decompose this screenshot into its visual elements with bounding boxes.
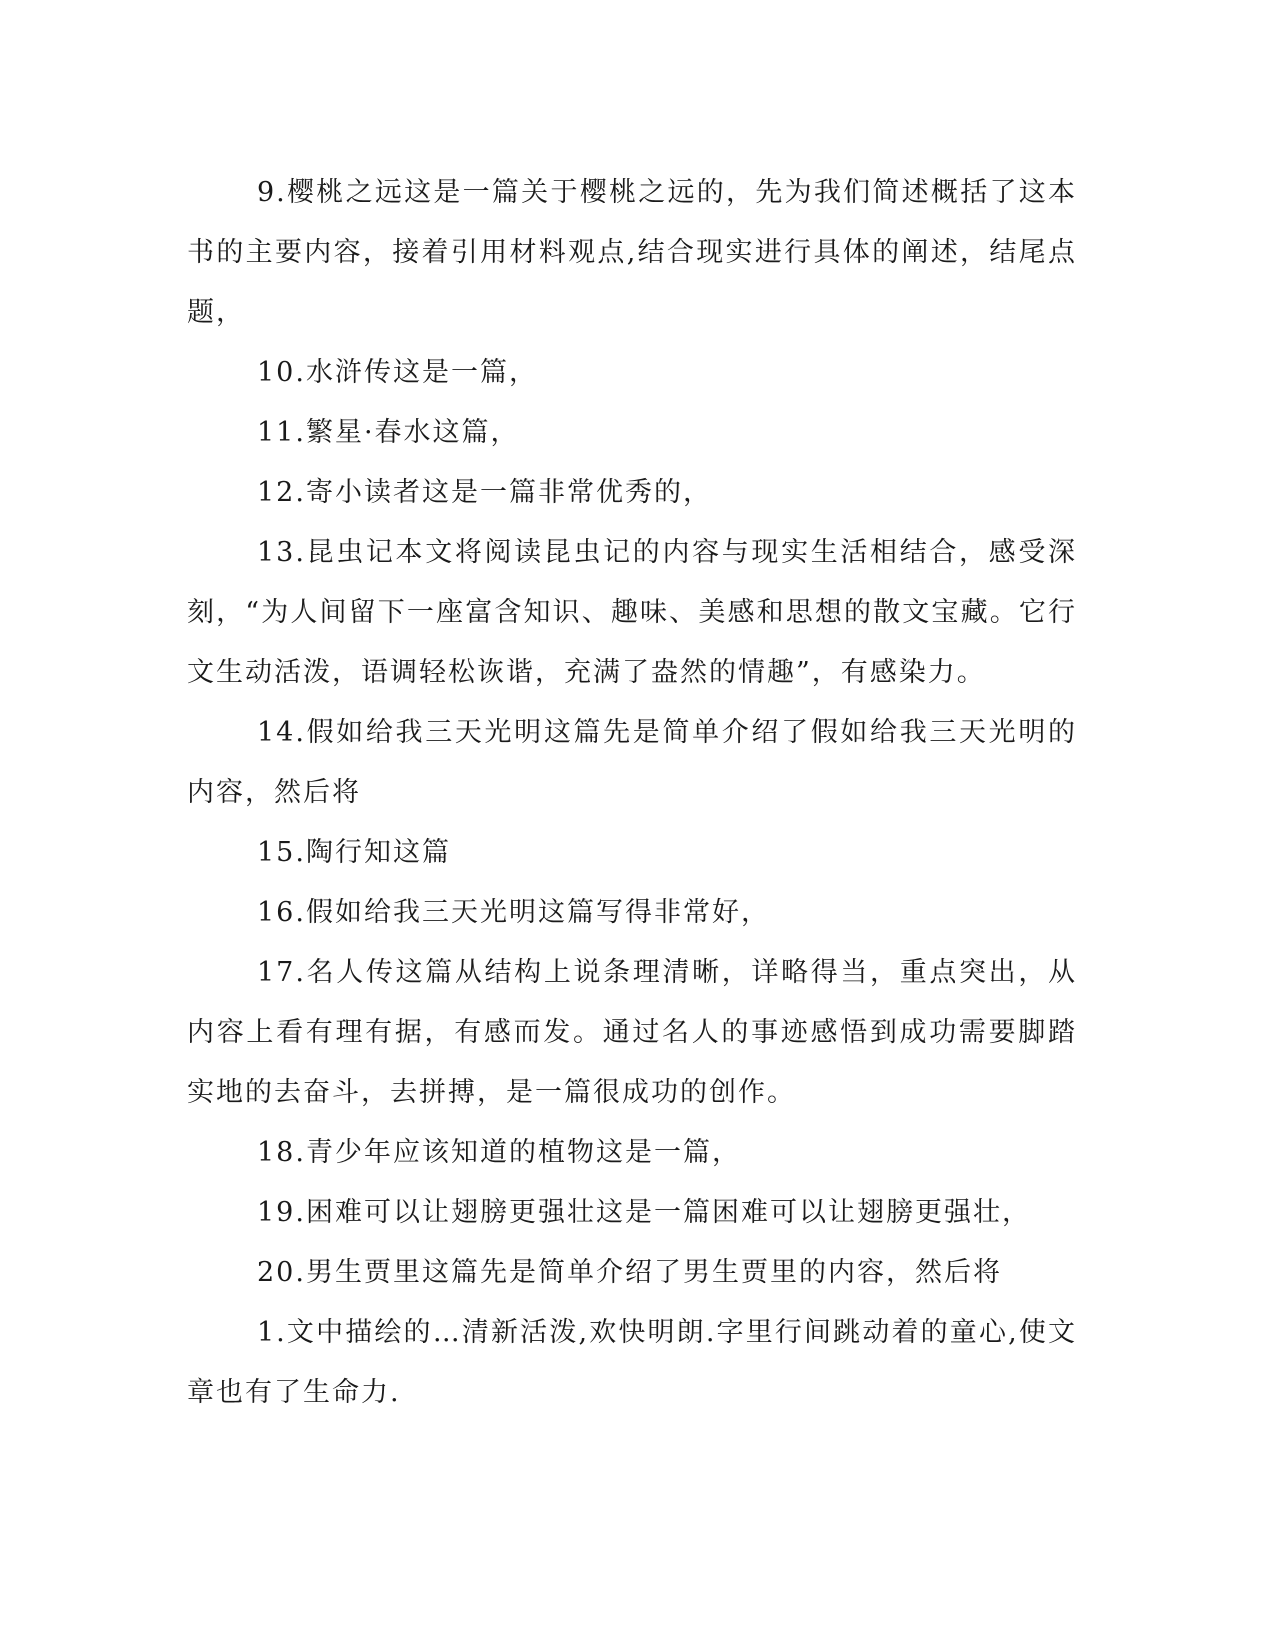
paragraph-11: 11.繁星·春水这篇， <box>257 417 520 448</box>
paragraph-18: 18.青少年应该知道的植物这是一篇， <box>257 1137 741 1168</box>
paragraph-16: 16.假如给我三天光明这篇写得非常好， <box>257 897 770 928</box>
paragraph-20: 20.男生贾里这篇先是简单介绍了男生贾里的内容，然后将 <box>257 1257 1002 1288</box>
paragraph-15: 15.陶行知这篇 <box>257 837 451 868</box>
paragraph-12: 12.寄小读者这是一篇非常优秀的， <box>257 477 712 508</box>
paragraph-13: 13.昆虫记本文将阅读昆虫记的内容与现实生活相结合，感受深刻，“为人间留下一座富含知识、趣味、美感和思想的散文宝藏。它行文生动活泼，语调轻松诙谐，充满了盎然的情趣”，有感染力。 <box>187 537 1077 688</box>
document-body <box>187 163 1077 1423</box>
paragraph-14: 14.假如给我三天光明这篇先是简单介绍了假如给我三天光明的内容，然后将 <box>187 717 1077 808</box>
paragraph-19: 19.困难可以让翅膀更强壮这是一篇困难可以让翅膀更强壮， <box>257 1197 1031 1228</box>
paragraph-1: 1.文中描绘的…清新活泼,欢快明朗.字里行间跳动着的童心,使文章也有了生命力. <box>187 1317 1077 1408</box>
paragraph-17: 17.名人传这篇从结构上说条理清晰，详略得当，重点突出，从内容上看有理有据，有感而发。通过名人的事迹感悟到成功需要脚踏实地的去奋斗，去拼搏，是一篇很成功的创作。 <box>187 957 1077 1108</box>
paragraph-10: 10.水浒传这是一篇， <box>257 357 538 388</box>
paragraph-9: 9.樱桃之远这是一篇关于樱桃之远的，先为我们简述概括了这本书的主要内容，接着引用材料观点,结合现实进行具体的阐述，结尾点题， <box>187 177 1077 328</box>
